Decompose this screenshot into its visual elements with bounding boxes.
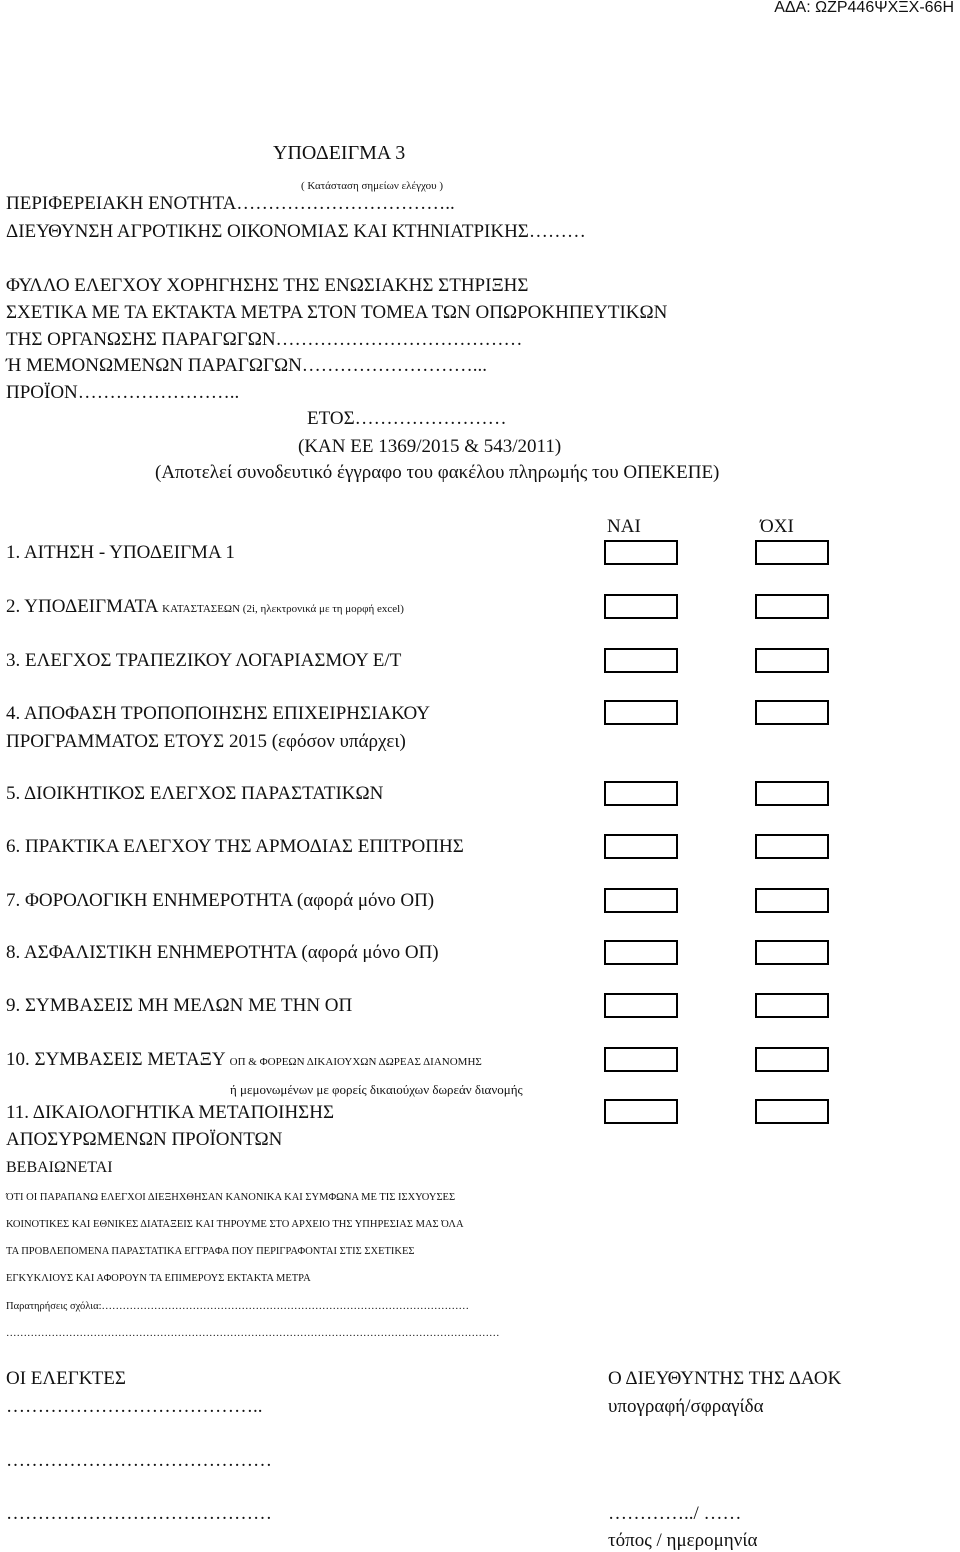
item-1-yes-checkbox[interactable]	[604, 540, 678, 565]
year-field: ΕΤΟΣ……………………	[307, 408, 507, 429]
item-3-yes-checkbox[interactable]	[604, 648, 678, 673]
item-3-label: 3. ΕΛΕΓΧΟΣ ΤΡΑΠΕΖΙΚΟΥ ΛΟΓΑΡΙΑΣΜΟΥ Ε/Τ	[6, 650, 402, 671]
item-7-yes-checkbox[interactable]	[604, 888, 678, 913]
item-1-no-checkbox[interactable]	[755, 540, 829, 565]
certification-heading: ΒΕΒΑΙΩΝΕΤΑΙ	[6, 1159, 113, 1176]
place-date-label: τόπος / ημερομηνία	[608, 1530, 758, 1551]
item-8-label: 8. ΑΣΦΑΛΙΣΤΙΚΗ ΕΝΗΜΕΡΟΤΗΤΑ (αφορά μόνο ΟΠ)	[6, 942, 439, 963]
no-column-header: ΌΧΙ	[760, 516, 794, 537]
document-subtitle: ( Κατάσταση σημείων ελέγχου )	[301, 180, 443, 192]
item-7-no-checkbox[interactable]	[755, 888, 829, 913]
item-3-no-checkbox[interactable]	[755, 648, 829, 673]
item-10-no-checkbox[interactable]	[755, 1047, 829, 1072]
yes-column-header: ΝΑΙ	[607, 516, 641, 537]
certification-line-2: ΚΟΙΝΟΤΙΚΕΣ ΚΑΙ ΕΘΝΙΚΕΣ ΔΙΑΤΑΞΕΙΣ ΚΑΙ ΤΗΡΟΥΜΕ ΣΤΟ ΑΡΧΕΙΟ ΤΗΣ ΥΠΗΡΕΣΙΑΣ ΜΑΣ ΌΛΑ	[6, 1219, 464, 1230]
regional-unit-field: ΠΕΡΙΦΕΡΕΙΑΚΗ ΕΝΟΤΗΤΑ……………………………..	[6, 193, 455, 214]
item-4-label-line-1: 4. ΑΠΟΦΑΣΗ ΤΡΟΠΟΠΟΙΗΣΗΣ ΕΠΙΧΕΙΡΗΣΙΑΚΟΥ	[6, 703, 431, 724]
director-title: Ο ΔΙΕΥΘΥΝΤΗΣ ΤΗΣ ΔΑΟΚ	[608, 1368, 842, 1389]
item-5-yes-checkbox[interactable]	[604, 781, 678, 806]
item-10-note-line-2: ή μεμονωμένων με φορείς δικαιούχων δωρεάν διανομής	[230, 1082, 523, 1097]
item-9-yes-checkbox[interactable]	[604, 993, 678, 1018]
certification-line-1: ΌΤΙ ΟΙ ΠΑΡΑΠΑΝΩ ΕΛΕΓΧΟΙ ΔΙΕΞΗΧΘΗΣΑΝ ΚΑΝΟΝΙΚΑ ΚΑΙ ΣΥΜΦΩΝΑ ΜΕ ΤΙΣ ΙΣΧΥΟΥΣΕΣ	[6, 1192, 456, 1203]
item-4-label-line-2: ΠΡΟΓΡΑΜΜΑΤΟΣ ΕΤΟΥΣ 2015 (εφόσον υπάρχει)	[6, 731, 406, 752]
item-7-label: 7. ΦΟΡΟΛΟΓΙΚΗ ΕΝΗΜΕΡΟΤΗΤΑ (αφορά μόνο ΟΠ)	[6, 890, 435, 911]
accompanying-document-note: (Αποτελεί συνοδευτικό έγγραφο του φακέλου πληρωμής του ΟΠΕΚΕΠΕ)	[155, 462, 720, 483]
form-title-line-2: ΣΧΕΤΙΚΑ ΜΕ ΤΑ ΕΚΤΑΚΤΑ ΜΕΤΡΑ ΣΤΟΝ ΤΟΜΕΑ ΤΩΝ ΟΠΩΡΟΚΗΠΕΥΤΙΚΩΝ	[6, 302, 668, 323]
item-2-no-checkbox[interactable]	[755, 594, 829, 619]
item-2-note: ΚΑΤΑΣΤΑΣΕΩΝ (2i, ηλεκτρονικά με τη μορφή excel)	[162, 603, 404, 615]
item-11-label-line-2: ΑΠΟΣΥΡΩΜΕΝΩΝ ΠΡΟΪΟΝΤΩΝ	[6, 1129, 283, 1150]
producer-organization-field: ΤΗΣ ΟΡΓΑΝΩΣΗΣ ΠΑΡΑΓΩΓΩΝ…………………………………	[6, 329, 523, 350]
inspector-signature-line-1: …………………………………..	[6, 1396, 263, 1417]
certification-line-4: ΕΓΚΥΚΛΙΟΥΣ ΚΑΙ ΑΦΟΡΟΥΝ ΤΑ ΕΠΙΜΕΡΟΥΣ ΕΚΤΑΚΤΑ ΜΕΤΡΑ	[6, 1273, 311, 1284]
item-2-label	[6, 596, 404, 620]
inspectors-title: ΟΙ ΕΛΕΓΚΤΕΣ	[6, 1368, 126, 1389]
item-11-yes-checkbox[interactable]	[604, 1099, 678, 1124]
item-10-main: 10. ΣΥΜΒΑΣΕΙΣ ΜΕΤΑΞΥ	[6, 1049, 225, 1070]
item-8-no-checkbox[interactable]	[755, 940, 829, 965]
item-9-no-checkbox[interactable]	[755, 993, 829, 1018]
item-10-note: ΟΠ & ΦΟΡΕΩΝ ΔΙΚΑΙΟΥΧΩΝ ΔΩΡΕΑΣ ΔΙΑΝΟΜΗΣ	[229, 1056, 482, 1068]
signature-stamp-label: υπογραφή/σφραγίδα	[608, 1396, 764, 1417]
item-9-label: 9. ΣΥΜΒΑΣΕΙΣ ΜΗ ΜΕΛΩΝ ΜΕ ΤΗΝ ΟΠ	[6, 995, 353, 1016]
directorate-field: ΔΙΕΥΘΥΝΣΗ ΑΓΡΟΤΙΚΗΣ ΟΙΚΟΝΟΜΙΑΣ ΚΑΙ ΚΤΗΝΙΑΤΡΙΚΗΣ………	[6, 221, 586, 242]
item-5-no-checkbox[interactable]	[755, 781, 829, 806]
item-8-yes-checkbox[interactable]	[604, 940, 678, 965]
item-4-yes-checkbox[interactable]	[604, 700, 678, 725]
inspector-signature-line-3: ……………………………………	[6, 1503, 272, 1524]
item-5-label: 5. ΔΙΟΙΚΗΤΙΚΟΣ ΕΛΕΓΧΟΣ ΠΑΡΑΣΤΑΤΙΚΩΝ	[6, 783, 384, 804]
certification-line-3: ΤΑ ΠΡΟΒΛΕΠΟΜΕΝΑ ΠΑΡΑΣΤΑΤΙΚΑ ΕΓΓΡΑΦΑ ΠΟΥ ΠΕΡΙΓΡΑΦΟΝΤΑΙ ΣΤΙΣ ΣΧΕΤΙΚΕΣ	[6, 1246, 415, 1257]
item-2-main: 2. ΥΠΟΔΕΙΓΜΑΤΑ	[6, 596, 158, 617]
item-6-label: 6. ΠΡΑΚΤΙΚΑ ΕΛΕΓΧΟΥ ΤΗΣ ΑΡΜΟΔΙΑΣ ΕΠΙΤΡΟΠΗΣ	[6, 836, 464, 857]
item-2-yes-checkbox[interactable]	[604, 594, 678, 619]
place-date-field: …………../ ……	[608, 1503, 742, 1524]
item-11-no-checkbox[interactable]	[755, 1099, 829, 1124]
ada-code: ΑΔΑ: ΩΖΡ446ΨΧΞΧ-66Η	[774, 0, 954, 16]
regulation-reference: (ΚΑΝ ΕΕ 1369/2015 & 543/2011)	[298, 436, 562, 457]
remarks-field-line-2: ……………………………………………………………………………………………………………………………	[6, 1328, 500, 1339]
inspector-signature-line-2: ……………………………………	[6, 1450, 272, 1471]
individual-producers-field: Ή ΜΕΜΟΝΩΜΕΝΩΝ ΠΑΡΑΓΩΓΩΝ………………………...	[6, 355, 488, 376]
remarks-field: Παρατηρήσεις σχόλια:……………………………………………………………………………………………	[6, 1301, 469, 1312]
item-6-no-checkbox[interactable]	[755, 834, 829, 859]
product-field: ΠΡΟΪΟΝ……………………..	[6, 382, 240, 403]
item-10-label	[6, 1049, 482, 1073]
item-6-yes-checkbox[interactable]	[604, 834, 678, 859]
document-title: ΥΠΟΔΕΙΓΜΑ 3	[273, 142, 406, 164]
item-1-label: 1. ΑΙΤΗΣΗ - ΥΠΟΔΕΙΓΜΑ 1	[6, 542, 235, 563]
item-11-label-line-1: 11. ΔΙΚΑΙΟΛΟΓΗΤΙΚΑ ΜΕΤΑΠΟΙΗΣΗΣ	[6, 1102, 335, 1123]
item-4-no-checkbox[interactable]	[755, 700, 829, 725]
item-10-yes-checkbox[interactable]	[604, 1047, 678, 1072]
form-title-line-1: ΦΥΛΛΟ ΕΛΕΓΧΟΥ ΧΟΡΗΓΗΣΗΣ ΤΗΣ ΕΝΩΣΙΑΚΗΣ ΣΤΗΡΙΞΗΣ	[6, 275, 529, 296]
